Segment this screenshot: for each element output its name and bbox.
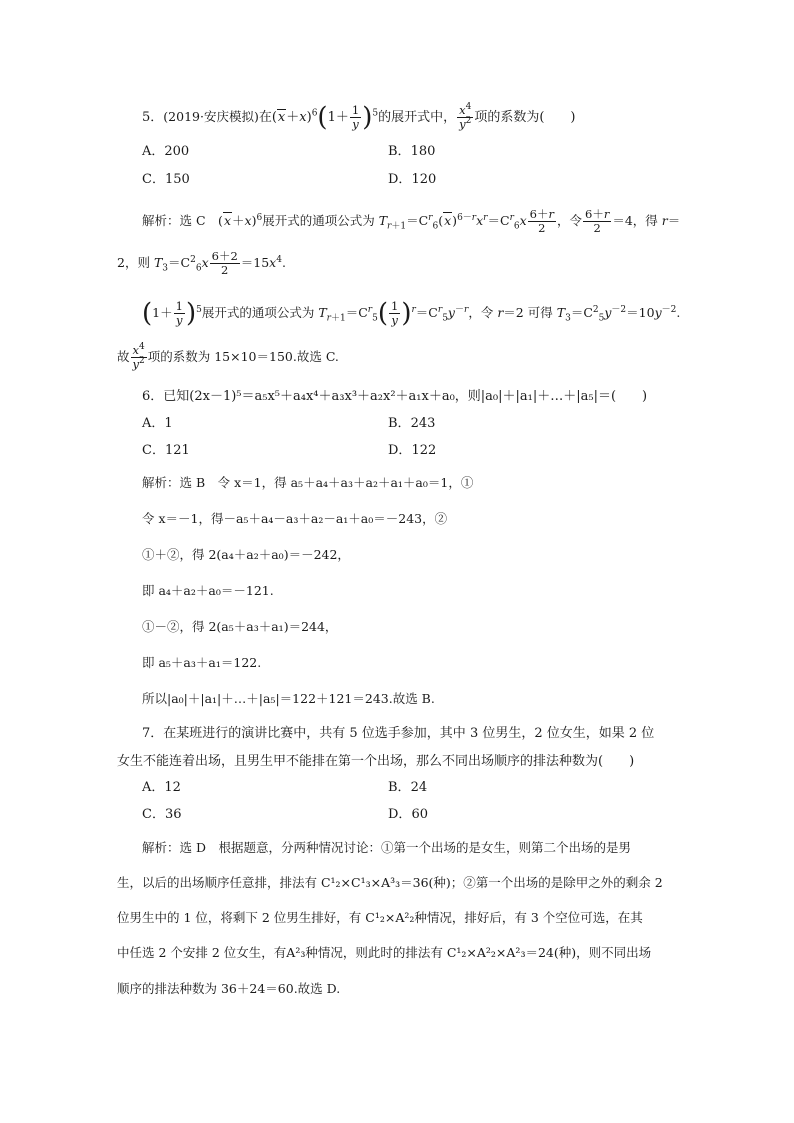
q7-option-a: A．12 [142, 780, 181, 795]
fraction-x4-over-y2: $\frac{x^4}{y^2}$ [459, 102, 472, 131]
q6-stem: 6．已知(2x－1)⁵＝a₅x⁵＋a₄x⁴＋a₃x³＋a₂x²＋a₁x＋a₀，则|a₀|＋|a₁|＋…＋|a₅|＝( ) [142, 389, 648, 404]
q6-option-d: D．122 [388, 443, 437, 458]
q7-stem-line: 女生不能连着出场，且男生甲不能排在第一个出场，那么不同出场顺序的排法种数为( ) [117, 754, 635, 769]
q5-solution-line-4: 故 $\frac{x^4}{y^2}$ 项的系数为 15×10＝150.故选 C. [117, 342, 339, 371]
q5-solution-line-1: 解析：选 C $(x+x)^6$展开式的通项公式为 $T_{r+1}=C^r_6(x)^{6-r}x^r=C^r_6x$ $\frac{6+r}{2}$ ，令 $\frac{6+r}{2}$ ＝4，得 r＝ [142, 207, 681, 235]
fraction-6-plus-2-over-2: $\frac{6+2}{2}$ [211, 249, 238, 277]
q6-option-a: A．1 [142, 416, 173, 431]
q5-solution-line-2: 2，则 $T_3=C^2_6x$ $\frac{6+2}{2}$ $=15x^4$. [117, 249, 286, 277]
q6-solution-step: 解析：选 B 令 x＝1，得 a₅＋a₄＋a₃＋a₂＋a₁＋a₀＝1，① [142, 475, 474, 490]
q5-source: (2019·安庆模拟) [163, 109, 259, 124]
q7-solution-line: 顺序的排法种数为 36＋24＝60.故选 D. [117, 981, 341, 996]
q6-solution-step: 令 x＝－1，得－a₅＋a₄－a₃＋a₂－a₁＋a₀＝－243，② [142, 511, 448, 526]
q5-option-c: C．150 [142, 172, 190, 187]
big-paren-left: ( [317, 102, 328, 133]
q5-solution-line-3: (1＋ $\frac{1}{y}$ )$^5$展开式的通项公式为 $T_{r+1}=C^r_5$( $\frac{1}{y}$ )$^r=C^r_5y^{-r}$，令 r＝2 可得 $T_3=C^2_5y^{-2}=10y^{-2}$. [142, 298, 681, 329]
q5-option-b: B．180 [388, 144, 436, 159]
q6-solution-step: ①＋②，得 2(a₄＋a₂＋a₀)＝－242， [142, 547, 350, 562]
fraction-1-over-y: $\frac{1}{y}$ [351, 103, 360, 131]
q7-option-d: D．60 [388, 807, 428, 822]
q7-solution-line: 位男生中的 1 位，将剩下 2 位男生排好，有 C¹₂×A²₂种情况，排好后，有 3 个空位可选，在其 [117, 910, 643, 925]
q6-solution-step: 即 a₄＋a₂＋a₀＝－121. [142, 583, 274, 598]
q5-option-a: A．200 [142, 144, 190, 159]
q7-option-b: B．24 [388, 780, 428, 795]
q6-solution-step: 即 a₅＋a₃＋a₁＝122. [142, 655, 262, 670]
fraction-6-plus-r-over-2: $\frac{6+r}{2}$ [529, 207, 554, 235]
q7-option-c: C．36 [142, 807, 182, 822]
q7-solution-line: 中任选 2 个安排 2 位女生，有A²₃种情况，则此时的排法有 C¹₂×A²₂×A²₃＝24(种)，则不同出场 [117, 945, 652, 960]
q6-option-b: B．243 [388, 416, 436, 431]
q7-solution-line: 解析：选 D 根据题意，分两种情况讨论：①第一个出场的是女生，则第二个出场的是男 [142, 840, 631, 855]
q6-solution-step: 所以|a₀|＋|a₁|＋…＋|a₅|＝122＋121＝243.故选 B. [142, 691, 435, 706]
q7-stem-line: 7．在某班进行的演讲比赛中，共有 5 位选手参加，其中 3 位男生，2 位女生，如果 2 位 [142, 726, 655, 741]
q5-stem: 5．(2019·安庆模拟)在$(x+x)^6(1+$ $\frac{1}{y}$ )$^5$的展开式中， $\frac{x^4}{y^2}$ 项的系数为( ) [142, 102, 576, 133]
q6-option-c: C．121 [142, 443, 190, 458]
q5-option-d: D．120 [388, 172, 437, 187]
q7-solution-line: 生，以后的出场顺序任意排，排法有 C¹₂×C¹₃×A³₃＝36(种)；②第一个出场的是除甲之外的剩余 2 [117, 875, 663, 890]
big-paren-right: ) [362, 102, 373, 133]
q6-solution-step: ①－②，得 2(a₅＋a₃＋a₁)＝244， [142, 619, 338, 634]
sqrt-x: x [277, 110, 286, 125]
